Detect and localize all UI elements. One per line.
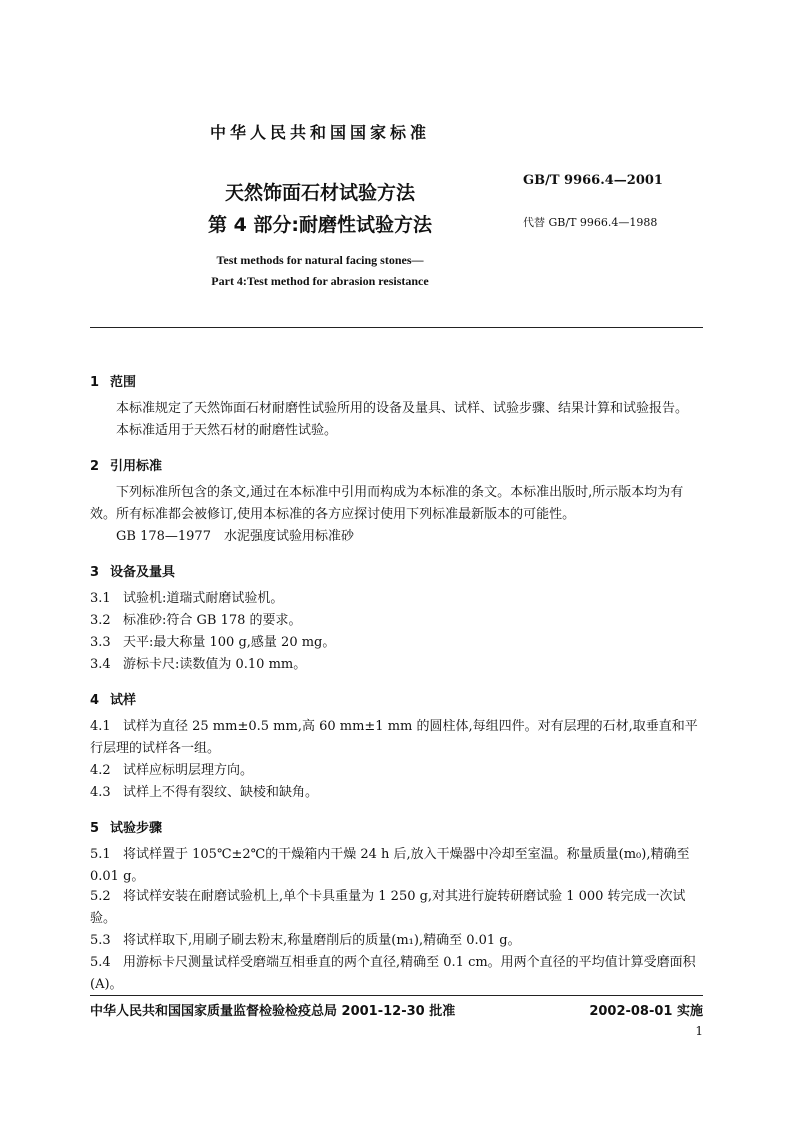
clause-text: 试样应标明层理方向。 (123, 763, 254, 778)
title-cn-line1: 天然饰面石材试验方法 (224, 182, 415, 204)
clause-text: 试样上不得有裂纹、缺棱和缺角。 (123, 785, 319, 800)
clause-number: 5.3 (90, 933, 111, 948)
clause-5-1 (90, 844, 703, 888)
footer-divider (90, 995, 703, 996)
clause-text: 试样为直径 25 mm±0.5 mm,高 60 mm±1 mm 的圆柱体,每组四件。对有层理的石材,取垂直和平行层理的试样各一组。 (90, 719, 698, 756)
clause-number: 4.3 (90, 785, 111, 800)
section-number: 3 (90, 565, 100, 580)
clause-5-4 (90, 952, 703, 996)
section-1-heading (90, 371, 136, 390)
clause-text: 将试样置于 105℃±2℃的干燥箱内干燥 24 h 后,放入干燥器中冷却至室温。称量质量(m₀),精确至 0.01 g。 (90, 847, 690, 884)
section-3-heading (90, 561, 175, 580)
title-cn-line2: 第 4 部分:耐磨性试验方法 (207, 214, 433, 236)
clause-number: 4.1 (90, 719, 111, 734)
clause-text: 用游标卡尺测量试样受磨端互相垂直的两个直径,精确至 0.1 cm。用两个直径的平均值计算受磨面积(A)。 (90, 955, 696, 992)
section-number: 4 (90, 693, 100, 708)
section-number: 5 (90, 821, 100, 836)
section-5-heading (90, 817, 162, 836)
clause-number: 4.2 (90, 763, 111, 778)
clause-number: 5.2 (90, 889, 111, 904)
clause-text: 将试样取下,用刷子刷去粉末,称量磨削后的质量(m₁),精确至 0.01 g。 (123, 933, 521, 948)
section-4-heading (90, 689, 136, 708)
clause-text: 天平:最大称量 100 g,感量 20 mg。 (123, 635, 336, 650)
standard-number: GB/T 9966.4—2001 (523, 173, 663, 188)
clause-number: 3.4 (90, 657, 111, 672)
clause-5-2 (90, 886, 703, 930)
section-title: 试样 (110, 693, 137, 708)
implementation-date: 2002-08-01 实施 (589, 1004, 703, 1019)
header-divider (90, 327, 703, 328)
clause-text: 标准砂:符合 GB 178 的要求。 (123, 613, 302, 628)
clause-text: 试验机:道瑞式耐磨试验机。 (123, 591, 284, 606)
section-2-paragraph-1: 下列标准所包含的条文,通过在本标准中引用而构成为本标准的条文。本标准出版时,所示版本均为有效。所有标准都会被修订,使用本标准的各方应探讨使用下列标准最新版本的可能性。 (90, 485, 684, 522)
section-number: 1 (90, 375, 100, 390)
clause-3-1 (90, 588, 703, 610)
clause-4-1 (90, 716, 703, 760)
replaces-standard: 代替 GB/T 9966.4—1988 (523, 216, 658, 229)
section-2-heading (90, 455, 162, 474)
clause-number: 3.1 (90, 591, 111, 606)
section-1-paragraph-2: 本标准适用于天然石材的耐磨性试验。 (116, 423, 338, 438)
clause-4-3 (90, 782, 703, 804)
clause-number: 5.4 (90, 955, 111, 970)
section-number: 2 (90, 459, 100, 474)
clause-text: 游标卡尺:读数值为 0.10 mm。 (123, 657, 307, 672)
national-standard-heading: 中华人民共和国国家标准 (209, 123, 430, 142)
clause-3-4 (90, 654, 703, 676)
section-2-reference: GB 178—1977 水泥强度试验用标准砂 (116, 529, 354, 544)
clause-number: 3.3 (90, 635, 111, 650)
section-title: 引用标准 (110, 459, 163, 474)
section-1-paragraph-1: 本标准规定了天然饰面石材耐磨性试验所用的设备及量具、试样、试验步骤、结果计算和试验报告。 (116, 401, 689, 416)
approval-line: 中华人民共和国国家质量监督检验检疫总局 2001-12-30 批准 (90, 1004, 456, 1019)
clause-5-3 (90, 930, 703, 952)
page-number: 1 (695, 1024, 703, 1038)
clause-number: 5.1 (90, 847, 111, 862)
clause-3-3 (90, 632, 703, 654)
clause-3-2 (90, 610, 703, 632)
section-title: 范围 (110, 375, 137, 390)
clause-4-2 (90, 760, 703, 782)
title-en-line1: Test methods for natural facing stones— (216, 253, 424, 267)
title-en-line2: Part 4:Test method for abrasion resistance (211, 274, 429, 288)
section-title: 试验步骤 (110, 821, 163, 836)
clause-number: 3.2 (90, 613, 111, 628)
section-title: 设备及量具 (110, 565, 176, 580)
clause-text: 将试样安装在耐磨试验机上,单个卡具重量为 1 250 g,对其进行旋转研磨试验 1 000 转完成一次试验。 (90, 889, 686, 926)
